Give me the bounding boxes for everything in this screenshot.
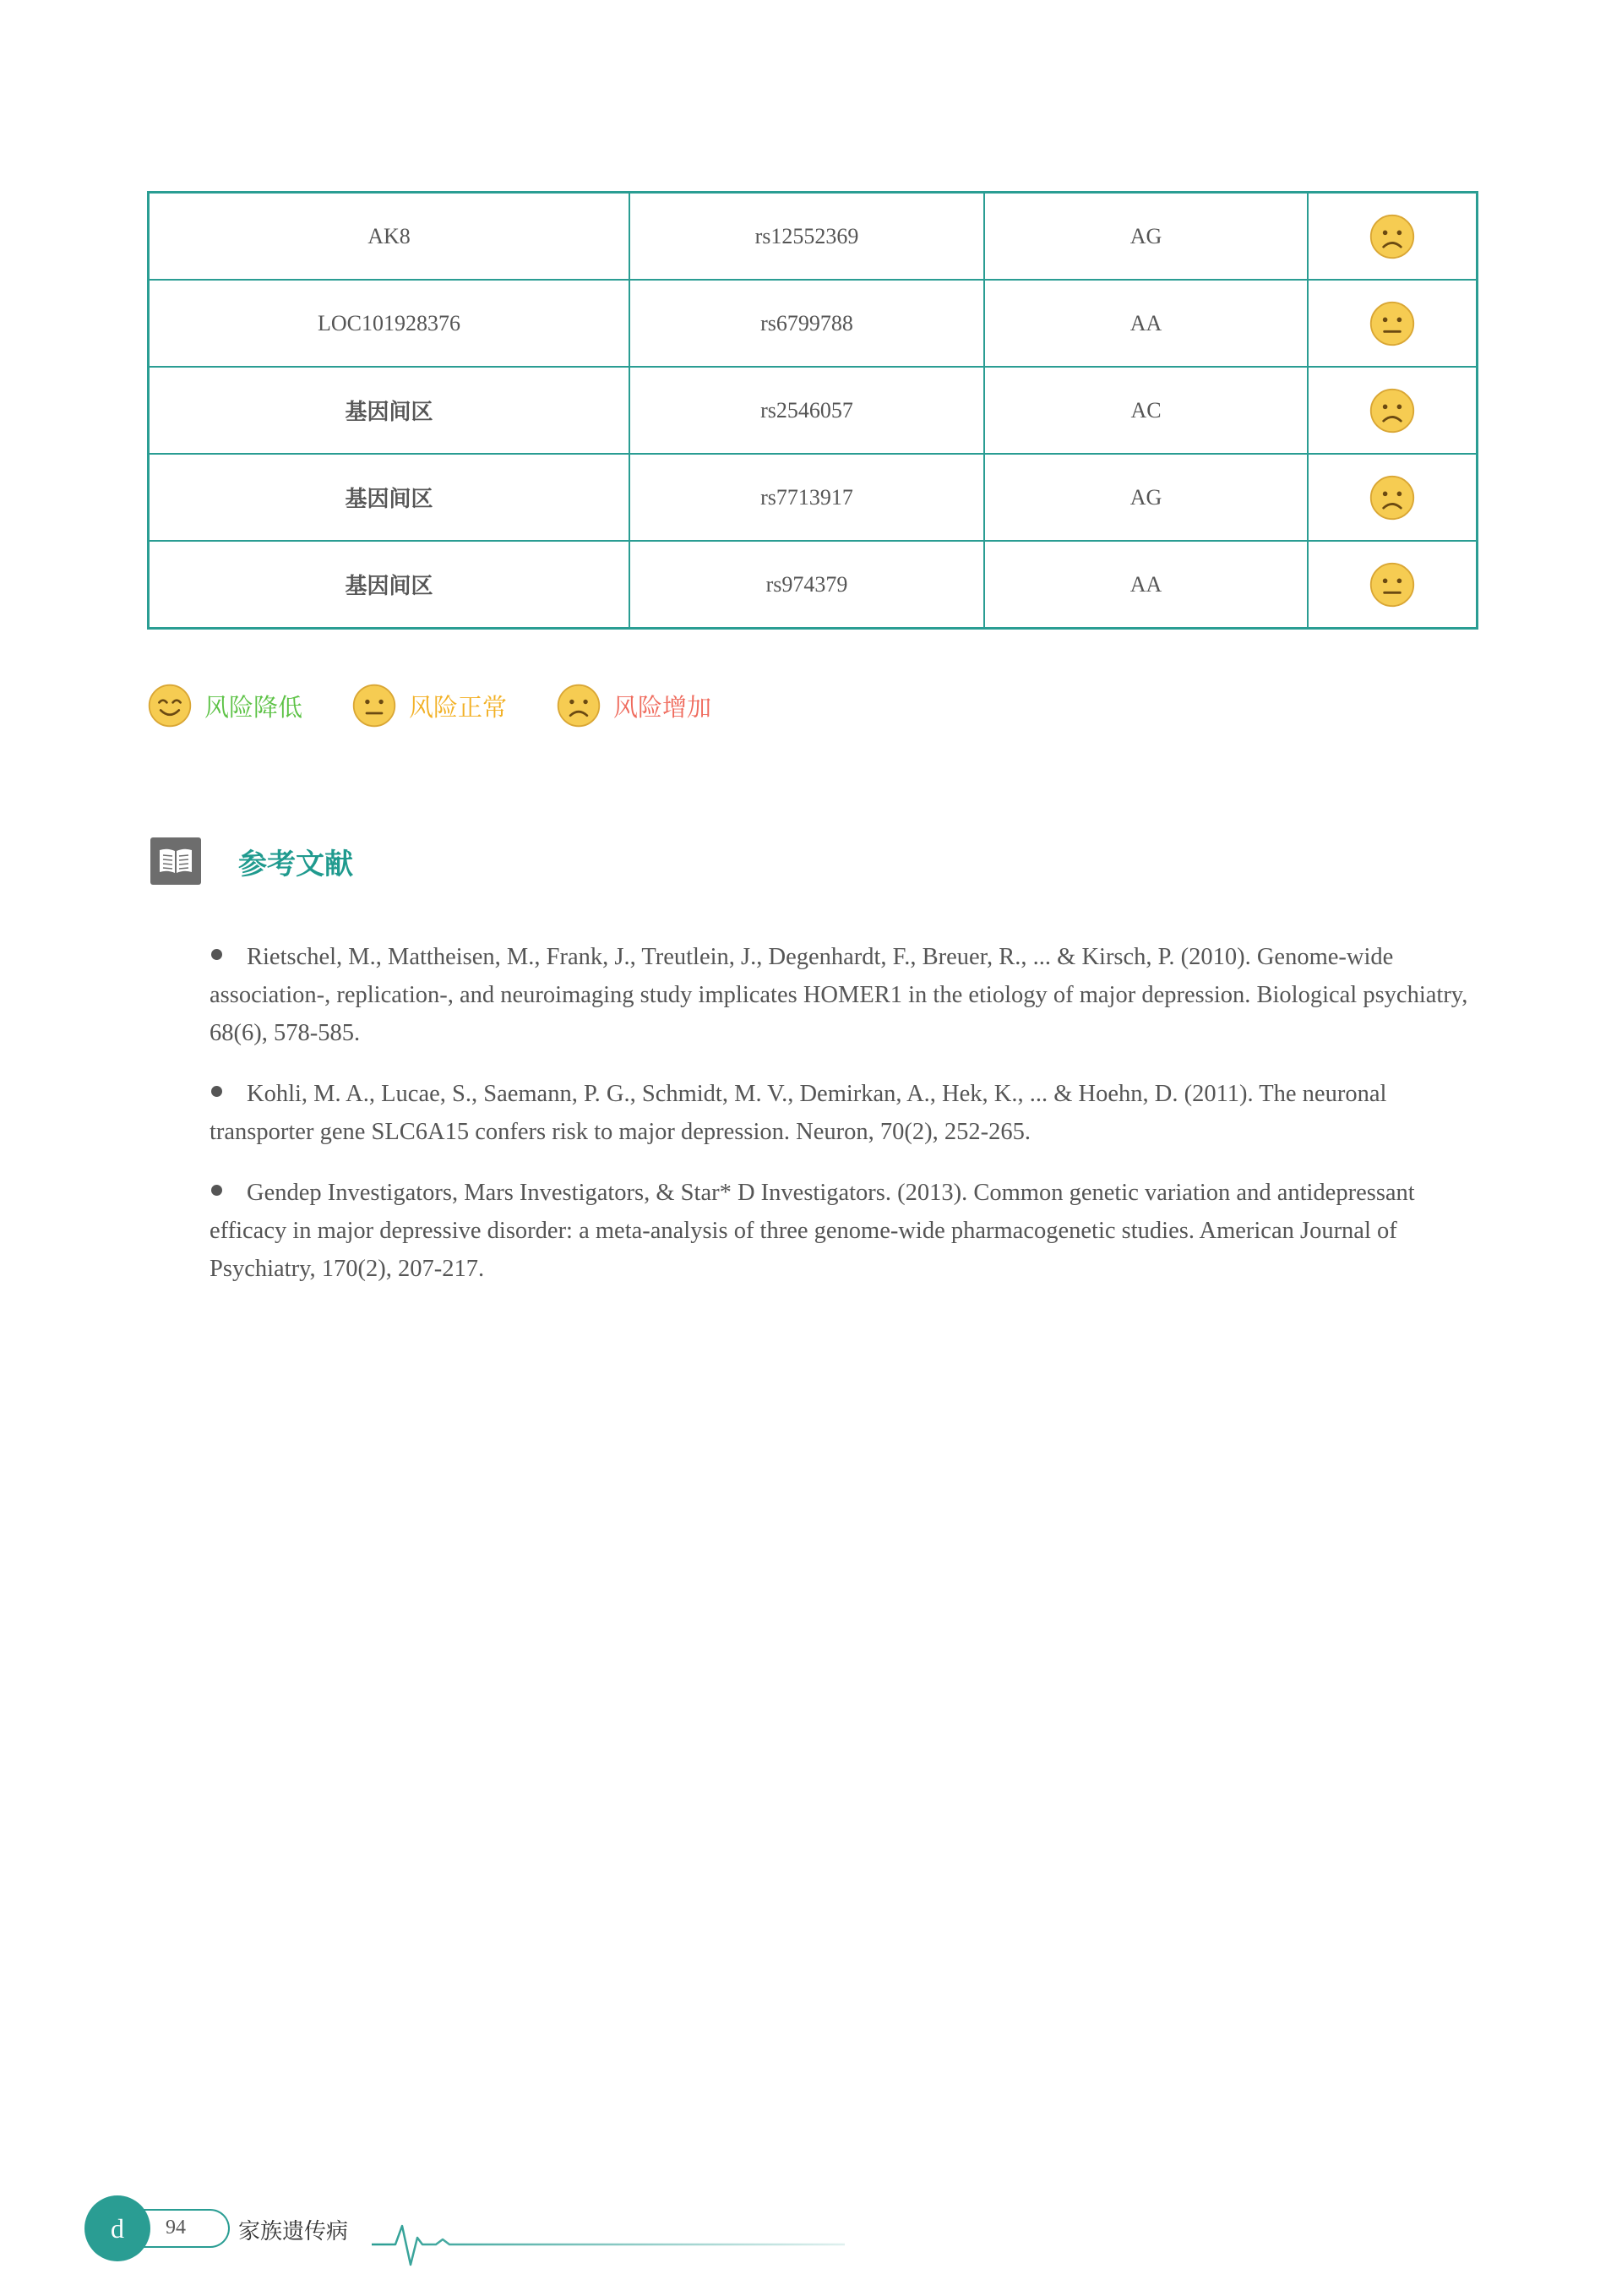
reference-item: [210, 938, 1492, 1052]
reference-text: Kohli, M. A., Lucae, S., Saemann, P. G., Schmidt, M. V., Demirkan, A., Hek, K., ... & Hoehn, D. (2011). The neuronal transporter gene SLC6A15 confers risk to major depression. Neuron, 70(2), 252-265.: [210, 1081, 1387, 1145]
legend-label-high: 风险增加: [613, 692, 712, 722]
legend-label-low: 风险降低: [204, 692, 303, 722]
references-title: 参考文献: [238, 847, 353, 881]
table-row: [149, 541, 1478, 629]
table-row: [149, 367, 1478, 454]
neutral-face-icon: [1369, 300, 1416, 347]
page-number: 94: [166, 2217, 186, 2239]
reference-text: Rietschel, M., Mattheisen, M., Frank, J., Treutlein, J., Degenhardt, F., Breuer, R., ... & Kirsch, P. (2010). Genome-wide association-, replication-, and neuroimaging study implicates HOMER1 in the etiology of major depression. Biological psychiatry, 68(6), 578-585.: [210, 944, 1468, 1046]
sad-face-icon: [556, 683, 601, 728]
references-header: [150, 837, 353, 885]
risk-cell: [1308, 454, 1478, 541]
risk-legend: [147, 683, 760, 728]
neutral-face-icon: [351, 683, 397, 728]
gene-cell: AK8: [149, 193, 630, 281]
gene-cell: 基因间区: [149, 367, 630, 454]
bullet-icon: [211, 1185, 222, 1196]
sad-face-icon: [1369, 213, 1416, 260]
reference-text: Gendep Investigators, Mars Investigators, & Star* D Investigators. (2013). Common genetic variation and antidepressant efficacy in major depressive disorder: a meta-analysis of three genome-wide pharmacogenetic studies. American Journal of Psychiatry, 170(2), 207-217.: [210, 1180, 1415, 1282]
table-row: [149, 454, 1478, 541]
footer-title: 家族遗传病: [238, 2219, 349, 2244]
gene-cell: LOC101928376: [149, 280, 630, 367]
sad-face-icon: [1369, 474, 1416, 521]
book-icon: [150, 837, 201, 885]
risk-cell: [1308, 193, 1478, 281]
legend-item-low: [147, 683, 302, 728]
bullet-icon: [211, 949, 222, 960]
genotype-cell: AC: [984, 367, 1308, 454]
neutral-face-icon: [1369, 561, 1416, 608]
genotype-cell: AA: [984, 541, 1308, 629]
gene-cell: 基因间区: [149, 541, 630, 629]
risk-cell: [1308, 541, 1478, 629]
footer-badge: [84, 2195, 150, 2261]
risk-cell: [1308, 280, 1478, 367]
snp-cell: rs7713917: [629, 454, 984, 541]
risk-cell: [1308, 367, 1478, 454]
footer-letter: d: [111, 2212, 124, 2244]
snp-risk-table: [147, 191, 1478, 630]
legend-item-normal: [351, 683, 507, 728]
sad-face-icon: [1369, 387, 1416, 434]
table-row: [149, 280, 1478, 367]
snp-cell: rs2546057: [629, 367, 984, 454]
snp-cell: rs974379: [629, 541, 984, 629]
table-row: [149, 193, 1478, 281]
references-list: [210, 938, 1492, 1311]
legend-item-high: [556, 683, 711, 728]
smile-face-icon: [147, 683, 193, 728]
legend-label-normal: 风险正常: [409, 692, 508, 722]
gene-cell: 基因间区: [149, 454, 630, 541]
genotype-cell: AG: [984, 454, 1308, 541]
reference-item: [210, 1174, 1492, 1288]
heartbeat-line-icon: [372, 2214, 845, 2273]
snp-cell: rs6799788: [629, 280, 984, 367]
snp-cell: rs12552369: [629, 193, 984, 281]
genotype-cell: AG: [984, 193, 1308, 281]
bullet-icon: [211, 1086, 222, 1097]
reference-item: [210, 1075, 1492, 1151]
genotype-cell: AA: [984, 280, 1308, 367]
page-footer: [0, 2189, 845, 2273]
